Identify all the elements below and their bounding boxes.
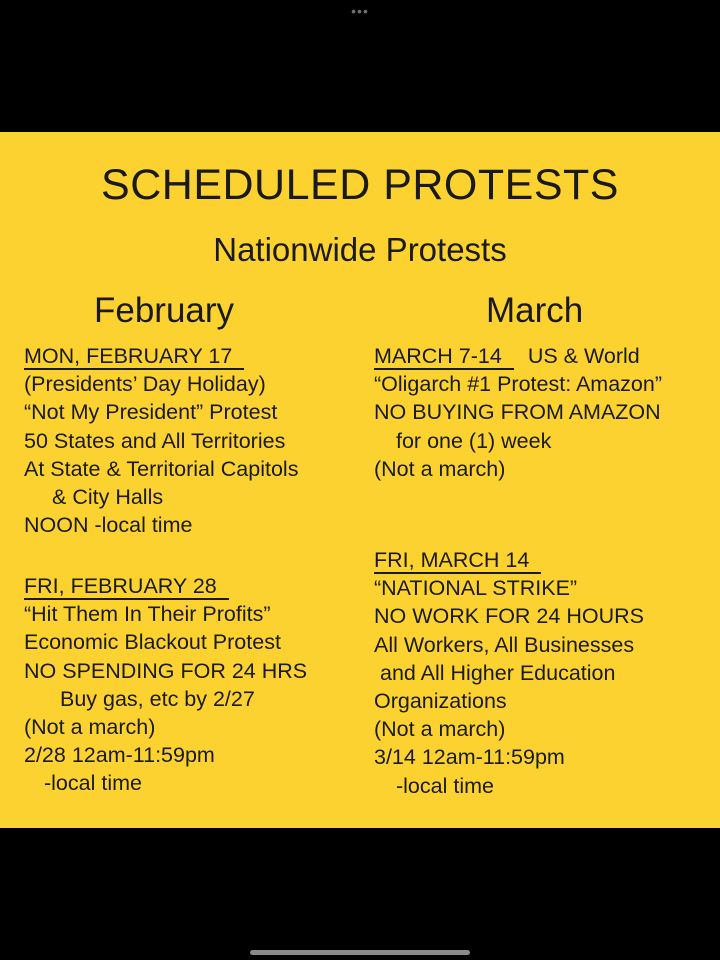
event-line: Economic Blackout Protest bbox=[24, 630, 281, 655]
event-mar-7-14 bbox=[374, 342, 662, 483]
event-line: NO SPENDING FOR 24 HRS bbox=[24, 658, 308, 683]
event-scope: US & World bbox=[527, 344, 640, 368]
event-mar-14 bbox=[374, 546, 644, 800]
event-feb-17 bbox=[24, 342, 298, 539]
event-line: -local time bbox=[44, 771, 142, 796]
more-options-icon[interactable]: ••• bbox=[351, 3, 369, 19]
flyer-title: SCHEDULED PROTESTS bbox=[101, 161, 619, 209]
home-indicator[interactable] bbox=[250, 950, 470, 955]
event-line: 50 States and All Territories bbox=[24, 428, 286, 453]
event-line: & City Halls bbox=[52, 485, 164, 510]
event-line: 2/28 12am-11:59pm bbox=[24, 743, 215, 768]
event-line: “NATIONAL STRIKE” bbox=[374, 576, 578, 601]
event-line: (Not a march) bbox=[374, 717, 506, 742]
event-line: “Not My President” Protest bbox=[24, 400, 278, 425]
event-line: 3/14 12am-11:59pm bbox=[374, 745, 565, 770]
event-date: MARCH 7-14 bbox=[374, 344, 514, 370]
event-line: (Not a march) bbox=[24, 715, 156, 740]
event-date: FRI, MARCH 14 bbox=[374, 548, 541, 574]
event-line: (Presidents’ Day Holiday) bbox=[24, 372, 266, 397]
event-line: (Not a march) bbox=[374, 456, 506, 481]
event-line: NOON -local time bbox=[24, 513, 193, 538]
protest-flyer bbox=[0, 132, 720, 828]
event-line: “Hit Them In Their Profits” bbox=[24, 602, 271, 627]
event-date: MON, FEBRUARY 17 bbox=[24, 344, 244, 370]
flyer-subtitle: Nationwide Protests bbox=[213, 231, 507, 268]
event-line: -local time bbox=[396, 773, 494, 798]
event-line: Organizations bbox=[374, 689, 507, 714]
event-line: At State & Territorial Capitols bbox=[24, 456, 299, 481]
event-line: All Workers, All Businesses bbox=[374, 632, 635, 657]
march-heading: March bbox=[486, 291, 584, 330]
february-heading: February bbox=[94, 291, 235, 330]
event-line: “Oligarch #1 Protest: Amazon” bbox=[374, 372, 662, 397]
event-line: NO WORK FOR 24 HOURS bbox=[374, 604, 644, 629]
event-line: and All Higher Education bbox=[380, 660, 616, 685]
event-line: Buy gas, etc by 2/27 bbox=[60, 686, 255, 711]
event-line: NO BUYING FROM AMAZON bbox=[374, 400, 661, 425]
event-date: FRI, FEBRUARY 28 bbox=[24, 574, 229, 600]
event-feb-28 bbox=[24, 572, 307, 798]
event-line: for one (1) week bbox=[396, 428, 552, 453]
